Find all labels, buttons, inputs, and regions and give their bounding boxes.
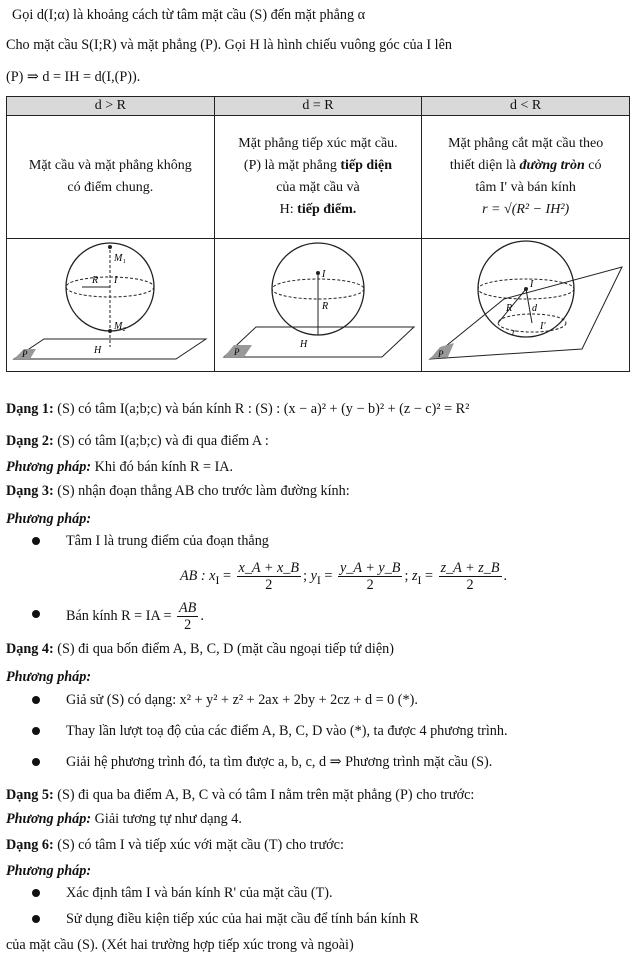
formula-zi: z [411,568,418,584]
dang-3-pp: Phương pháp: [6,511,92,527]
intersect-text-end: có [584,158,602,173]
dang-2-method-label: Phương pháp: [6,459,92,475]
midpoint-formula: AB : $x_I$ = $\frac{x\_A + x\_B}{2}$ ; $y_I$ = $\frac{y\_A + y\_B}{2}$ ; $z_I$ = $\frac{z\_A + z\_B}{2}$ . [180,560,508,594]
label-i-intersect: I [529,279,533,290]
label-i-tangent: I [321,269,326,280]
formula-xi-sub: I [215,572,220,587]
dang-3-bullet-1: Tâm I là trung điểm của đoạn thẳng [66,533,269,549]
dang-6-text: (S) có tâm I và tiếp xúc với mặt cầu (T) cho trước: [57,837,344,853]
dang-4-pp: Phương pháp: [6,669,92,685]
tangent-line-4 [219,199,418,221]
dang-2-method [6,458,632,476]
dang-4-bullet-2: Thay lần lượt toạ độ của các điểm A, B, C, D vào (*), ta được 4 phương trình. [66,723,508,739]
sphere-tangent-figure [218,239,418,363]
intersect-line-3: tâm I' và bán kính [475,180,576,195]
label-h: H [94,345,102,356]
dang-1 [6,400,632,418]
radius-formula: r = √(R² − IH²) [482,202,570,217]
dang-4-label: Dạng 4: [6,641,54,657]
label-h-tangent: H [299,339,308,350]
label-r-intersect: R [505,303,512,314]
dang-3-method-label [6,510,632,528]
dang-3-bullet-2: Bán kính R = IA = $\frac{AB}{2}$ . [66,600,204,634]
dang-4-bullet-1: Giả sử (S) có dạng: x² + y² + z² + 2ax + 2by + 2cz + d = 0 (*). [66,692,418,708]
label-m1: M₁ [114,253,127,264]
sphere-intersect-figure [426,239,626,363]
dang-5-method-text: Giải tương tự như dạng 4. [94,811,242,827]
dang-6-pp: Phương pháp: [6,863,92,879]
label-m2: M₂ [114,321,127,332]
dang-2-label: Dạng 2: [6,433,54,449]
dang-5 [6,786,632,804]
circle-term: đường tròn [519,158,585,173]
label-iprime: I' [539,321,546,332]
dang-3-label: Dạng 3: [6,483,54,499]
fraction-ab [177,600,198,633]
dang-2-method-text: Khi đó bán kính R = IA. [94,459,234,475]
bullet-dot-icon [32,696,40,704]
dang-2-text: (S) có tâm I(a;b;c) và đi qua điểm A : [57,433,269,449]
label-p-intersect: P [437,349,444,359]
tangent-line-1: Mặt phẳng tiếp xúc mặt cầu. [238,136,398,151]
frac-ab-den: 2 [184,617,192,634]
bullet-dot-icon [32,889,40,897]
frac-y-den: 2 [366,577,374,594]
case-tangent [214,116,422,239]
label-r-small: r [511,327,516,337]
dang-6-bullet-2: Sử dụng điều kiện tiếp xúc của hai mặt cầu để tính bán kính R [66,911,419,927]
tangent-text: (P) là mặt phẳng [243,158,341,173]
label-p-tangent: P [233,347,240,357]
tangent-line-3: của mặt cầu và [276,180,360,195]
intersect-line-1: Mặt phẳng cắt mặt cầu theo [448,136,604,151]
tangent-point-term: tiếp điểm. [297,202,357,217]
intro-line-2: Cho mặt cầu S(I;R) và mặt phẳng (P). Gọi H là hình chiếu vuông góc của I lên [6,37,453,53]
dang-6-bullet-1: Xác định tâm I và bán kính R' của mặt cầu (T). [66,885,333,901]
formula-ab: AB : [180,568,206,584]
frac-y-num: y_A + y_B [339,560,401,577]
label-d: d [531,303,537,314]
intro-line-3: (P) ⇒ d = IH = d(I,(P)). [6,69,141,85]
fraction-x [237,560,302,593]
radius-text: Bán kính R = IA = [66,608,172,624]
dang-5-label: Dạng 5: [6,787,54,803]
header-d-equal-r: d = R [214,97,422,116]
frac-z-num: z_A + z_B [440,560,500,577]
dang-6-method-label [6,862,632,880]
dang-1-text: (S) có tâm I(a;b;c) và bán kính R : (S) : (x − a)² + (y − b)² + (z − c)² = R² [57,401,470,417]
dang-2 [6,432,632,450]
formula-zi-sub: I [417,572,422,587]
dang-4 [6,640,632,658]
dang-6 [6,836,632,854]
frac-z-den: 2 [466,577,474,594]
bullet-dot-icon [32,610,40,618]
label-r: R [92,275,99,286]
dang-3 [6,482,632,500]
case-intersection [422,116,630,239]
case-no-intersection: Mặt cầu và mặt phẳng không có điểm chung. [7,116,215,239]
bullet-dot-icon [32,537,40,545]
dang-4-text: (S) đi qua bốn điểm A, B, C, D (mặt cầu ngoại tiếp tứ diện) [57,641,394,657]
intersect-text: thiết diện là [449,158,520,173]
dang-4-bullet-3: Giải hệ phương trình đó, ta tìm được a, b, c, d ⇒ Phương trình mặt cầu (S). [66,754,493,770]
formula-yi: y [310,568,317,584]
fraction-y [338,560,403,593]
bullet-dot-icon [32,915,40,923]
figure-tangent [214,239,422,372]
tangent-h: H: [279,202,298,217]
tangent-line-2 [219,155,418,177]
tangent-plane-term: tiếp diện [340,158,393,173]
dang-6-continuation: của mặt cầu (S). (Xét hai trường hợp tiếp xúc trong và ngoài) [6,937,354,953]
fraction-z [439,560,502,593]
bullet-dot-icon [32,758,40,766]
dang-5-method [6,810,632,828]
frac-x-den: 2 [265,577,273,594]
formula-yi-sub: I [316,572,321,587]
dang-4-method-label [6,668,632,686]
header-d-less-r: d < R [422,97,630,116]
comparison-table [6,96,630,372]
frac-ab-num: AB [179,600,197,617]
dang-1-label: Dạng 1: [6,401,54,417]
frac-x-num: x_A + x_B [238,560,300,577]
formula-xi: x [209,568,216,584]
dang-5-method-label: Phương pháp: [6,811,92,827]
dang-6-label: Dạng 6: [6,837,54,853]
bullet-dot-icon [32,727,40,735]
dang-5-text: (S) đi qua ba điểm A, B, C và có tâm I nằm trên mặt phẳng (P) cho trước: [57,787,475,803]
label-p: P [22,349,28,359]
figure-no-intersection [7,239,215,372]
label-r-tangent: R [321,301,329,312]
intersect-line-2 [426,155,625,177]
sphere-above-plane-figure [10,239,210,363]
label-i: I [114,275,118,286]
header-d-greater-r: d > R [7,97,215,116]
intro-line-1: Gọi d(I;α) là khoảng cách từ tâm mặt cầu (S) đến mặt phẳng α [12,7,366,23]
dang-3-text: (S) nhận đoạn thẳng AB cho trước làm đường kính: [57,483,350,499]
figure-intersection [422,239,630,372]
